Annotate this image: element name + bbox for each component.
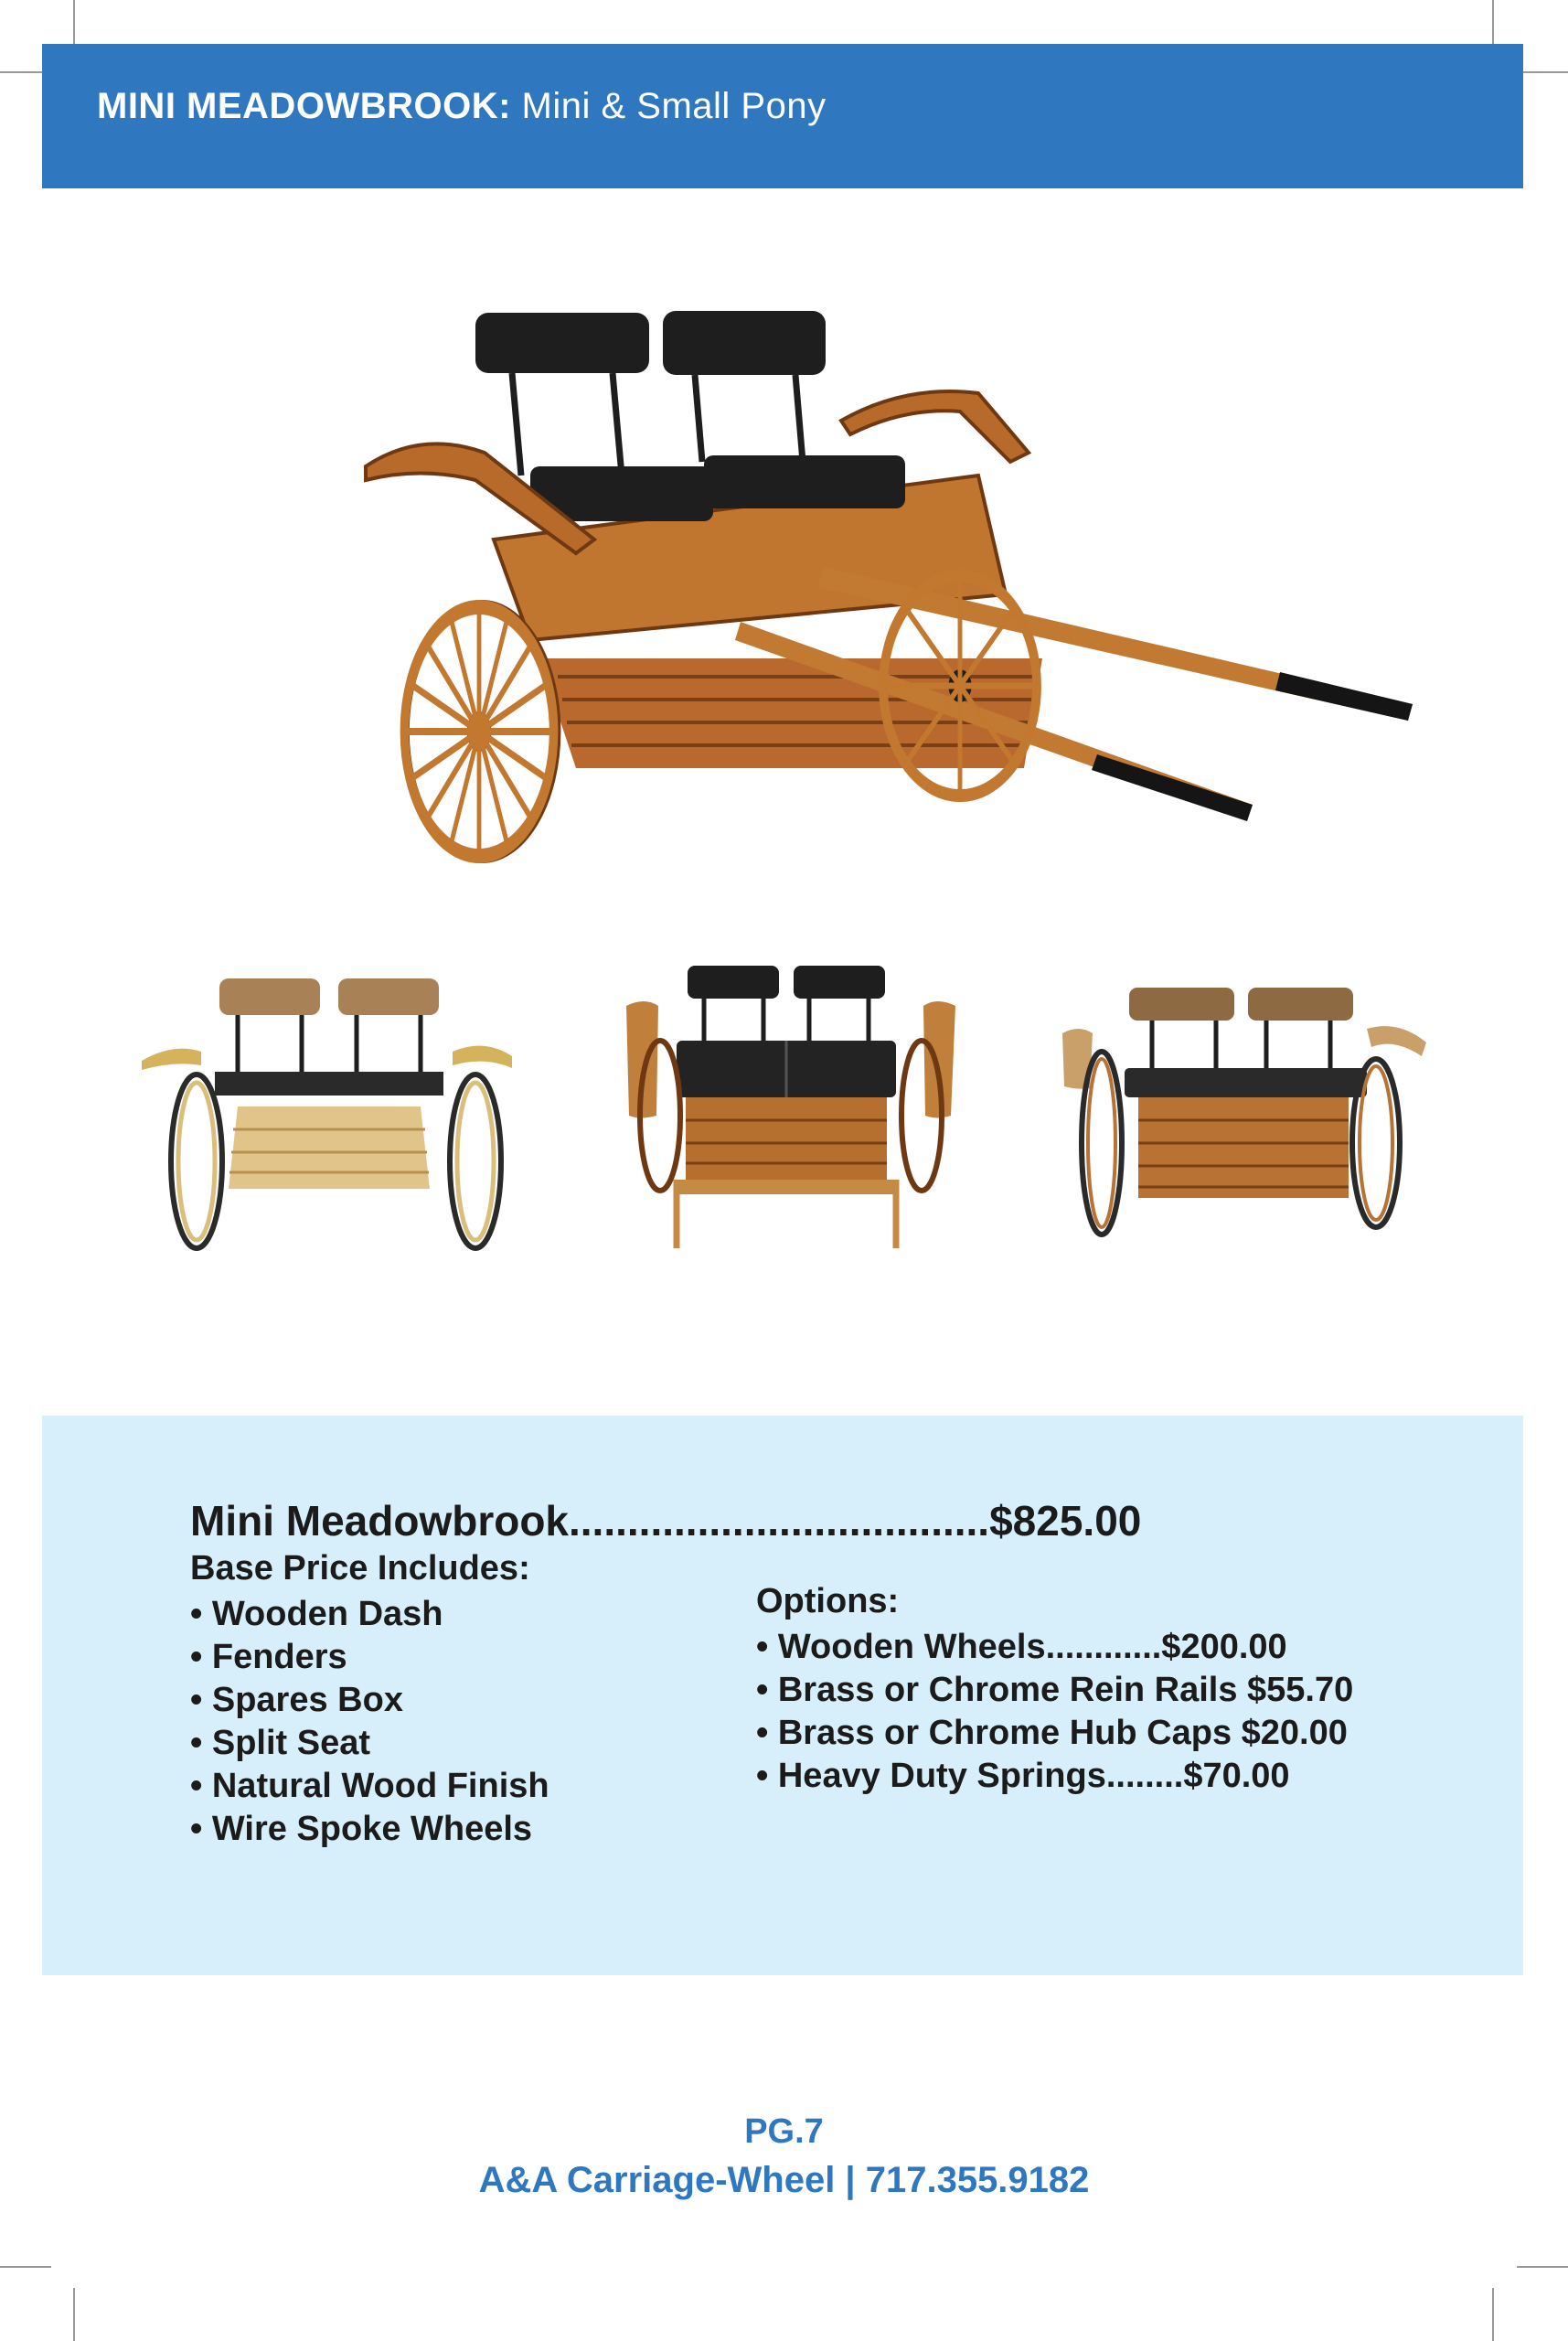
list-item: • Brass or Chrome Hub Caps $20.00 [756,1714,1348,1752]
list-item: • Heavy Duty Springs........$70.00 [756,1757,1290,1795]
list-item: • Brass or Chrome Rein Rails $55.70 [756,1671,1354,1709]
crop-mark [1492,2288,1494,2341]
model-name: MINI MEADOWBROOK: [97,86,511,126]
carriage-main-photo [347,293,1426,924]
list-item: • Wooden Wheels............$200.00 [756,1628,1287,1666]
list-item: • Fenders [190,1638,347,1676]
options-list [756,1626,1353,1798]
crop-mark [0,2266,51,2268]
crop-mark [1517,2266,1568,2268]
list-item: • Natural Wood Finish [190,1767,549,1805]
model-subtitle: Mini & Small Pony [521,86,827,126]
crop-mark [1517,71,1568,73]
carriage-back-photo [137,969,521,1271]
carriage-side-photo [1051,978,1435,1253]
list-item: • Wooden Dash [190,1595,443,1633]
crop-mark [73,2288,75,2341]
list-item: • Wire Spoke Wheels [190,1810,533,1848]
product-price-line: Mini Meadowbrook....................................$825.00 [190,1497,1142,1545]
base-features-list [190,1593,549,1851]
list-item: • Split Seat [190,1724,371,1762]
carriage-front-photo [622,960,960,1253]
list-item: • Spares Box [190,1681,403,1719]
base-price-heading: Base Price Includes: [190,1549,530,1587]
page-number: PG.7 [744,2112,824,2151]
options-heading: Options: [756,1582,900,1620]
company-contact: A&A Carriage-Wheel | 717.355.9182 [478,2160,1090,2200]
page-title [97,86,827,127]
